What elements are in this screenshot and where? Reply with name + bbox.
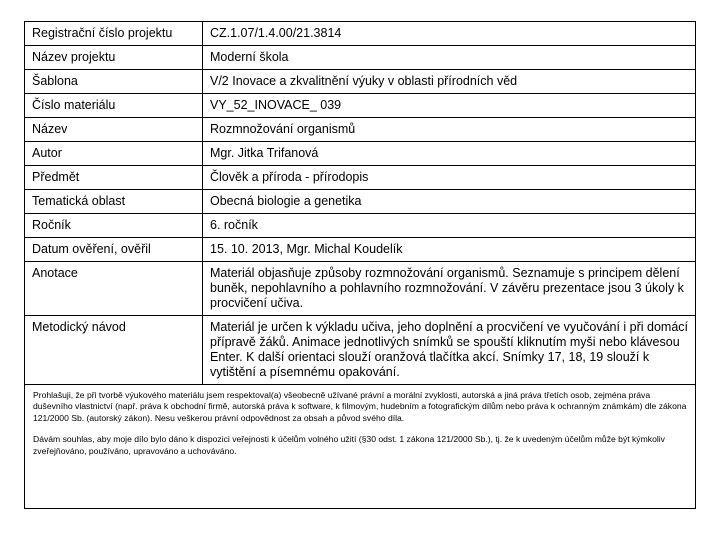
row-label: Číslo materiálu [25,94,203,118]
row-thematic-area [25,190,695,214]
row-value: Mgr. Jitka Trifanová [203,142,696,166]
row-label: Registrační číslo projektu [25,22,203,46]
row-material-number [25,94,695,118]
row-annotation [25,262,695,316]
project-metadata-table [25,22,695,385]
row-title [25,118,695,142]
row-label: Datum ověření, ověřil [25,238,203,262]
row-verification [25,238,695,262]
row-methodical-guide [25,316,695,385]
row-value: Moderní škola [203,46,696,70]
row-subject [25,166,695,190]
usage-consent: Dávám souhlas, aby moje dílo bylo dáno k dispozici veřejnosti k účelům volného užití (§30 odst. 1 zákona 121/2000 Sb.), tj. že k uvedeným účelům může být kýmkoliv zveřejňováno, používáno, upravováno a uchováváno. [33,434,665,456]
author-declaration: Prohlašuji, že při tvorbě výukového materiálu jsem respektoval(a) všeobecně užívané právní a morální zvyklosti, autorská a jiná práva třetích osob, zejména práva duševního vlastnictví (např. práva k obchodní firmě, autorská práva k software, k filmovým, hudebním a fotografickým dílům nebo práva k ochranným známkám) dle zákona 121/2000 Sb. (autorský zákon). Nesu veškerou právní odpovědnost za obsah a původ svého díla. [33,390,687,423]
row-value: Člověk a příroda - přírodopis [203,166,696,190]
row-label: Tematická oblast [25,190,203,214]
row-project-name [25,46,695,70]
row-value: Rozmnožování organismů [203,118,696,142]
row-label: Ročník [25,214,203,238]
row-value: VY_52_INOVACE_ 039 [203,94,696,118]
row-value: 6. ročník [203,214,696,238]
row-grade [25,214,695,238]
row-value: Obecná biologie a genetika [203,190,696,214]
row-label: Autor [25,142,203,166]
row-value: CZ.1.07/1.4.00/21.3814 [203,22,696,46]
project-info-sheet [24,21,696,509]
row-author [25,142,695,166]
row-label: Předmět [25,166,203,190]
row-registration-number [25,22,695,46]
row-value: 15. 10. 2013, Mgr. Michal Koudelík [203,238,696,262]
row-label: Šablona [25,70,203,94]
row-label: Metodický návod [25,316,203,385]
legal-notice [25,385,695,457]
row-template [25,70,695,94]
row-label: Název [25,118,203,142]
row-label: Anotace [25,262,203,316]
row-value: V/2 Inovace a zkvalitnění výuky v oblasti přírodních věd [203,70,696,94]
row-value: Materiál je určen k výkladu učiva, jeho doplnění a procvičení ve vyučování i při domácí přípravě žáků. Animace jednotlivých snímků se spouští kliknutím myši nebo klávesou Enter. K další orientaci slouží oranžová tlačítka akcí. Snímky 17, 18, 19 slouží k vytištění a písemnému opakování. [203,316,696,385]
row-label: Název projektu [25,46,203,70]
row-value: Materiál objasňuje způsoby rozmnožování organismů. Seznamuje s principem dělení buněk, nepohlavního a pohlavního rozmnožování. V závěru prezentace jsou 3 úkoly k procvičení učiva. [203,262,696,316]
